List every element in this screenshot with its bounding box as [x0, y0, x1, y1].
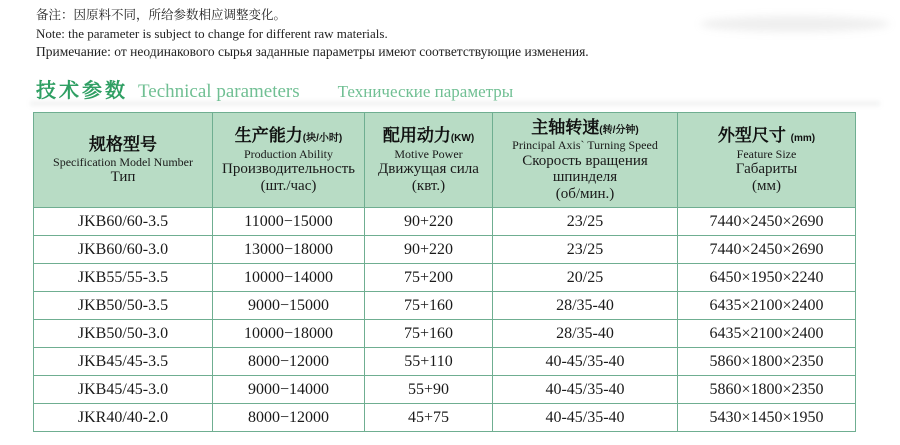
note-line-chinese: 备注：因原料不同，所给参数相应调整变化。 [36, 8, 287, 22]
table-cell: 40-45/35-40 [493, 348, 678, 376]
table-cell: 7440×2450×2690 [678, 208, 856, 236]
section-title-russian: Технические параметры [337, 82, 514, 101]
header-ru-unit: (шт./час) [260, 177, 317, 194]
table-cell: JKR40/40-2.0 [34, 404, 213, 432]
table-cell: 45+75 [365, 404, 493, 432]
table-cell: 5430×1450×1950 [678, 404, 856, 432]
header-zh-unit: (mm) [790, 133, 816, 145]
note-line-english: Note: the parameter is subject to change for different raw materials. [36, 25, 388, 41]
header-zh: 外型尺寸 [717, 126, 786, 146]
header-cell-production-ability [213, 113, 365, 208]
header-ru: Скорость вращения шпинделя [522, 152, 648, 186]
table-cell: 28/35-40 [493, 320, 678, 348]
header-zh-unit: (转/分钟) [599, 125, 639, 136]
table-cell: 6450×1950×2240 [678, 264, 856, 292]
table-row [34, 236, 856, 264]
table-cell: 90+220 [365, 208, 493, 236]
table-cell: JKB45/45-3.5 [34, 348, 213, 376]
header-ru-unit: (квт.) [411, 177, 446, 194]
table-row [34, 320, 856, 348]
table-cell: 5860×1800×2350 [678, 348, 856, 376]
table-cell: 10000−18000 [213, 320, 365, 348]
table-cell: 13000−18000 [213, 236, 365, 264]
header-cell-axis-speed [493, 113, 678, 208]
table-cell: 20/25 [493, 264, 678, 292]
header-zh-unit: (块/小时) [302, 133, 343, 145]
table-cell: JKB60/60-3.0 [34, 236, 213, 264]
table-cell: 28/35-40 [493, 292, 678, 320]
table-cell: 11000−15000 [213, 208, 365, 236]
header-ru: Габариты [735, 161, 798, 178]
header-cell-motive-power [365, 113, 493, 208]
header-row [34, 113, 856, 208]
table-cell: 55+90 [365, 376, 493, 404]
table-cell: 23/25 [493, 208, 678, 236]
table-cell: 7440×2450×2690 [678, 236, 856, 264]
technical-parameters-table [33, 112, 856, 432]
section-title-english: Technical parameters [138, 81, 300, 102]
header-cell-model [34, 113, 213, 208]
header-ru: Тип [110, 169, 136, 186]
table-cell: 90+220 [365, 236, 493, 264]
table-cell: 9000−14000 [213, 376, 365, 404]
table-row [34, 292, 856, 320]
table-cell: 75+160 [365, 320, 493, 348]
table-cell: 23/25 [493, 236, 678, 264]
table-cell: 10000−14000 [213, 264, 365, 292]
header-en: Motive Power [394, 146, 463, 161]
table-cell: 8000−12000 [213, 404, 365, 432]
scan-artifact-smudge [700, 16, 890, 32]
header-ru: Производительность [222, 161, 355, 178]
header-ru-unit: (мм) [752, 177, 781, 194]
header-en: Feature Size [736, 146, 797, 161]
note-line-russian: Примечание: от неодинакового сырья заданные параметры имеют соответствующие изменения. [36, 43, 589, 59]
table-cell: 5860×1800×2350 [678, 376, 856, 404]
header-zh: 生产能力 [234, 126, 303, 146]
table-cell: 40-45/35-40 [493, 404, 678, 432]
table-cell: JKB50/50-3.5 [34, 292, 213, 320]
notes-block [36, 7, 589, 62]
table-cell: 8000−12000 [213, 348, 365, 376]
table-cell: 6435×2100×2400 [678, 320, 856, 348]
header-en: Production Ability [243, 146, 333, 161]
table-cell: 6435×2100×2400 [678, 292, 856, 320]
header-zh: 主轴转速 [531, 118, 600, 137]
table-cell: JKB45/45-3.0 [34, 376, 213, 404]
section-title-chinese: 技术参数 [36, 80, 128, 102]
table-cell: JKB50/50-3.0 [34, 320, 213, 348]
table-cell: 9000−15000 [213, 292, 365, 320]
table-body [34, 208, 856, 432]
header-ru-unit: (об/мин.) [555, 186, 615, 203]
table-cell: 40-45/35-40 [493, 376, 678, 404]
table-cell: 55+110 [365, 348, 493, 376]
table-row [34, 208, 856, 236]
section-title [36, 74, 513, 103]
header-zh: 规格型号 [89, 134, 157, 154]
table-row [34, 264, 856, 292]
table-row [34, 376, 856, 404]
table-header [34, 113, 856, 208]
header-zh-unit: (KW) [450, 133, 475, 145]
table-cell: JKB60/60-3.5 [34, 208, 213, 236]
table-cell: 75+200 [365, 264, 493, 292]
table-cell: 75+160 [365, 292, 493, 320]
header-zh: 配用动力 [382, 126, 451, 146]
header-cell-feature-size [678, 113, 856, 208]
table-cell: JKB55/55-3.5 [34, 264, 213, 292]
header-en: Specification Model Number [53, 155, 193, 170]
table-row [34, 404, 856, 432]
header-ru: Движущая сила [378, 161, 479, 178]
table-row [34, 348, 856, 376]
header-en: Principal Axis` Turning Speed [512, 138, 658, 153]
